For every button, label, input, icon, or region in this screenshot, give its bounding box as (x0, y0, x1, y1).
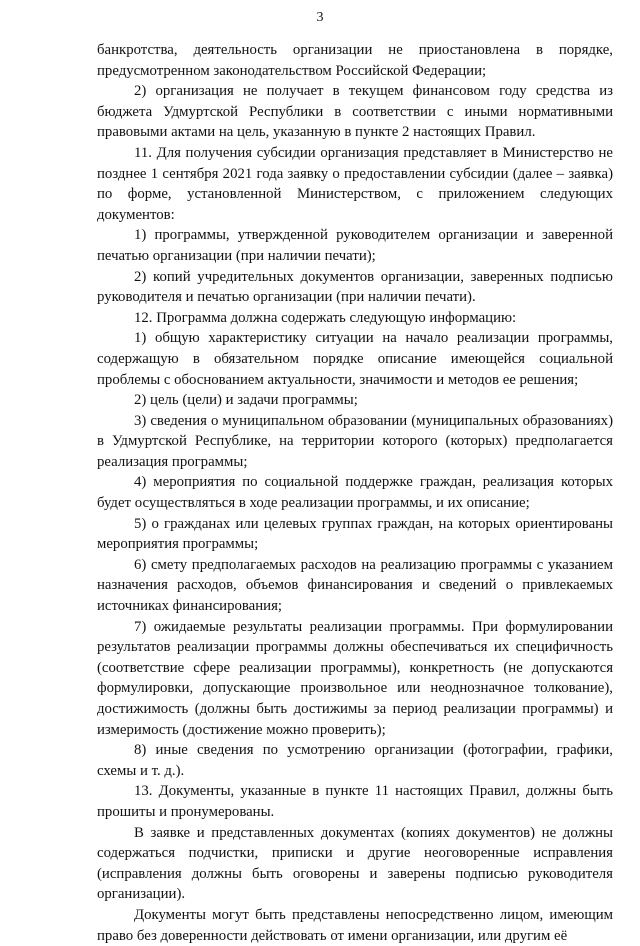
paragraph-document-2: 2) копий учредительных документов организации, заверенных подписью руководителя и печатью организации (при наличии печати). (97, 268, 613, 306)
paragraph-program-item-6: 6) смету предполагаемых расходов на реализацию программы с указанием назначения расходов, объемов финансирования и сведений о привлекаемых источниках финансирования; (97, 556, 613, 615)
paragraph-program-item-3: 3) сведения о муниципальном образовании (муниципальных образованиях) в Удмуртской Республике, на территории которого (которых) предполагается реализация программы; (97, 412, 613, 470)
paragraph-corrections: В заявке и представленных документах (копиях документов) не должны содержаться подчистки, приписки и другие неоговоренные исправления (исправления должны быть оговорены и заверены подписью руководителя организации). (97, 824, 613, 903)
page-number: 3 (316, 10, 324, 25)
paragraph-continuation: банкротства, деятельность организации не приостановлена в порядке, предусмотренном законодательством Российской Федерации; (97, 42, 613, 79)
paragraph-program-item-4: 4) мероприятия по социальной поддержке граждан, реализация которых будет осуществляться в ходе реализации программы, и их описание; (97, 474, 613, 512)
paragraph-program-item-5: 5) о гражданах или целевых группах граждан, на которых ориентированы мероприятия программы; (97, 515, 613, 553)
paragraph-clause-12: 12. Программа должна содержать следующую информацию: (134, 309, 517, 326)
paragraph-program-item-7: 7) ожидаемые результаты реализации программы. При формулировании результатов реализации программы должны обеспечиваться их специфичность (соответствие сфере реализации программы), конкретность (не допускаются формулировки, допускающие произвольное или неоднозначное толкование), достижимость (должны быть достижимы за период реализации программы) и измеримость (достижение можно проверить); (97, 618, 613, 738)
paragraph-submission: Документы могут быть представлены непосредственно лицом, имеющим право без доверенности действовать от имени организации, или другим её (97, 906, 613, 944)
paragraph-clause-11: 11. Для получения субсидии организация представляет в Министерство не позднее 1 сентября 2021 года заявку о предоставлении субсидии (далее – заявка) по форме, установленной Министерством, с приложением следующих документов: (97, 144, 613, 223)
paragraph-item-2: 2) организация не получает в текущем финансовом году средства из бюджета Удмуртской Республики в соответствии с иными нормативными правовыми актами на цель, указанную в пункте 2 настоящих Правил. (97, 83, 613, 141)
paragraph-clause-13: 13. Документы, указанные в пункте 11 настоящих Правил, должны быть прошиты и пронумерованы. (97, 783, 613, 820)
document-body (97, 40, 613, 946)
paragraph-program-item-8: 8) иные сведения по усмотрению организации (фотографии, графики, схемы и т. д.). (97, 742, 613, 779)
paragraph-program-item-2: 2) цель (цели) и задачи программы; (134, 392, 358, 409)
paragraph-document-1: 1) программы, утвержденной руководителем организации и заверенной печатью организации (при наличии печати); (97, 227, 613, 264)
paragraph-program-item-1: 1) общую характеристику ситуации на начало реализации программы, содержащую в обязательном порядке описание имеющейся социальной проблемы с обоснованием актуальности, значимости и методов ее решения; (97, 330, 613, 388)
